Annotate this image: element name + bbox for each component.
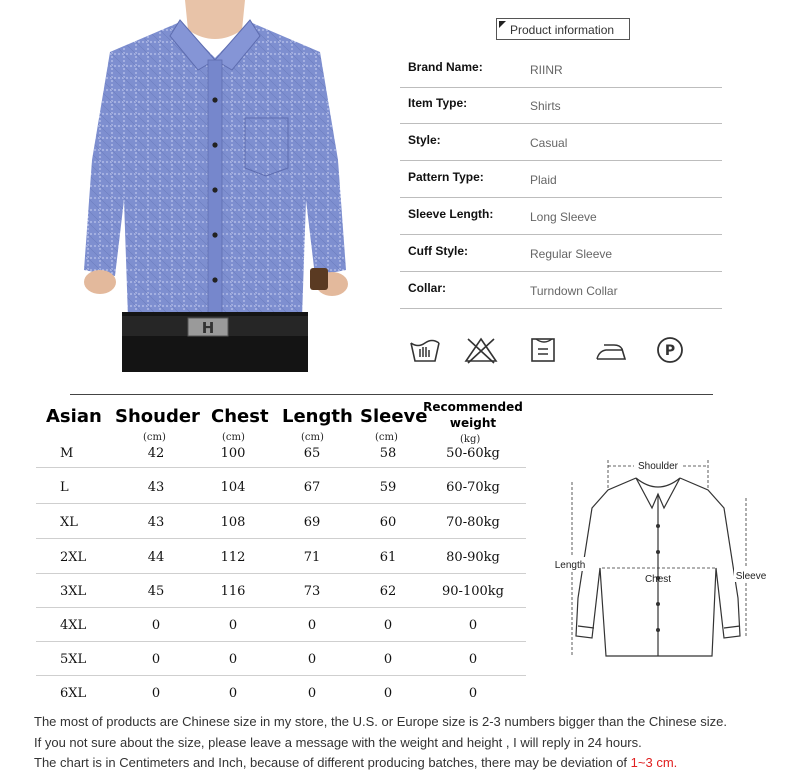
size-label: XL xyxy=(60,515,78,530)
info-row-brand xyxy=(400,52,722,88)
size-value: 70-80kg xyxy=(446,515,500,530)
size-value: 60 xyxy=(379,515,397,530)
row-divider xyxy=(36,573,526,574)
size-label: 3XL xyxy=(60,584,87,599)
line-dry-icon xyxy=(528,335,562,365)
row-divider xyxy=(36,675,526,676)
section-divider xyxy=(70,394,713,395)
product-information-heading: Product information xyxy=(496,18,630,40)
header-sleeve: Sleeve xyxy=(360,406,428,427)
size-label: 2XL xyxy=(60,550,87,565)
size-value: 0 xyxy=(307,652,317,667)
info-label: Cuff Style: xyxy=(408,244,468,258)
size-value: 65 xyxy=(303,446,321,461)
info-row-collar xyxy=(400,273,722,309)
info-value: Turndown Collar xyxy=(530,284,618,298)
unit-label: (kg) xyxy=(460,434,481,445)
info-value: RIINR xyxy=(530,63,563,77)
size-value: 62 xyxy=(379,584,397,599)
size-value: 60-70kg xyxy=(446,480,500,495)
info-label: Pattern Type: xyxy=(408,170,484,184)
info-value: Casual xyxy=(530,136,568,150)
chest-label: Chest xyxy=(644,574,672,585)
info-label: Brand Name: xyxy=(408,60,483,74)
size-value: 112 xyxy=(220,550,246,565)
header-asian: Asian xyxy=(46,406,102,427)
length-label: Length xyxy=(554,560,586,571)
size-note-3 xyxy=(34,755,677,770)
size-value: 43 xyxy=(147,480,165,495)
shoulder-label: Shoulder xyxy=(637,461,679,472)
row-divider xyxy=(36,503,526,504)
size-value: 108 xyxy=(220,515,246,530)
svg-text:H: H xyxy=(201,319,215,337)
header-shoulder: Shouder xyxy=(115,406,200,427)
size-value: 90-100kg xyxy=(442,584,504,599)
size-value: 80-90kg xyxy=(446,550,500,565)
unit-label: (cm) xyxy=(375,432,398,443)
unit-label: (cm) xyxy=(143,432,166,443)
sleeve-label: Sleeve xyxy=(735,571,767,582)
size-value: 0 xyxy=(383,652,393,667)
row-divider xyxy=(36,607,526,608)
info-row-cuff-style xyxy=(400,236,722,272)
size-note-3-text: The chart is in Centimeters and Inch, because of different producing batches, there may be deviation of xyxy=(34,755,631,770)
svg-text:P: P xyxy=(664,343,676,359)
dry-clean-icon xyxy=(654,335,688,365)
info-value: Plaid xyxy=(530,173,557,187)
size-value: 100 xyxy=(220,446,246,461)
size-value: 61 xyxy=(379,550,397,565)
size-value: 0 xyxy=(383,618,393,633)
info-value: Long Sleeve xyxy=(530,210,597,224)
info-row-style xyxy=(400,125,722,161)
info-label: Item Type: xyxy=(408,96,468,110)
size-value: 44 xyxy=(147,550,165,565)
size-value: 69 xyxy=(303,515,321,530)
size-diagram xyxy=(548,448,770,660)
size-value: 42 xyxy=(147,446,165,461)
size-label: 4XL xyxy=(60,618,87,633)
info-row-item-type xyxy=(400,88,722,124)
size-value: 0 xyxy=(228,618,238,633)
header-recommended-weight: Recommended weight xyxy=(423,400,523,430)
size-value: 0 xyxy=(468,618,478,633)
size-value: 0 xyxy=(383,686,393,701)
size-value: 0 xyxy=(228,652,238,667)
size-value: 58 xyxy=(379,446,397,461)
size-value: 67 xyxy=(303,480,321,495)
iron-icon xyxy=(594,335,628,365)
row-divider xyxy=(36,641,526,642)
size-value: 73 xyxy=(303,584,321,599)
size-value: 59 xyxy=(379,480,397,495)
info-row-pattern-type xyxy=(400,162,722,198)
size-note-2: If you not sure about the size, please leave a message with the weight and height , I will reply in 24 hours. xyxy=(34,735,642,750)
info-value: Regular Sleeve xyxy=(530,247,613,261)
size-value: 50-60kg xyxy=(446,446,500,461)
info-label: Collar: xyxy=(408,281,447,295)
size-value: 71 xyxy=(303,550,321,565)
row-divider xyxy=(36,538,526,539)
header-length: Length xyxy=(282,406,353,427)
size-value: 0 xyxy=(307,686,317,701)
size-value: 0 xyxy=(228,686,238,701)
info-value: Shirts xyxy=(530,99,561,113)
product-photo xyxy=(70,0,360,372)
no-bleach-icon xyxy=(464,335,498,365)
unit-label: (cm) xyxy=(301,432,324,443)
corner-mark-icon xyxy=(499,21,506,28)
info-label: Sleeve Length: xyxy=(408,207,494,221)
size-label: L xyxy=(60,480,69,495)
info-label: Style: xyxy=(408,133,441,147)
size-value: 0 xyxy=(307,618,317,633)
size-value: 104 xyxy=(220,480,246,495)
size-value: 0 xyxy=(151,686,161,701)
header-chest: Chest xyxy=(211,406,269,427)
size-value: 45 xyxy=(147,584,165,599)
size-value: 0 xyxy=(151,652,161,667)
unit-label: (cm) xyxy=(222,432,245,443)
info-row-sleeve-length xyxy=(400,199,722,235)
size-value: 0 xyxy=(151,618,161,633)
row-divider xyxy=(36,467,526,468)
hand-wash-icon xyxy=(408,335,442,365)
size-label: M xyxy=(60,446,74,461)
size-note-1: The most of products are Chinese size in my store, the U.S. or Europe size is 2-3 numbers bigger than the Chinese size. xyxy=(34,714,727,729)
size-value: 43 xyxy=(147,515,165,530)
size-value: 0 xyxy=(468,686,478,701)
size-value: 116 xyxy=(220,584,246,599)
deviation-highlight: 1~3 cm. xyxy=(630,755,678,770)
size-label: 6XL xyxy=(60,686,87,701)
size-value: 0 xyxy=(468,652,478,667)
size-label: 5XL xyxy=(60,652,87,667)
